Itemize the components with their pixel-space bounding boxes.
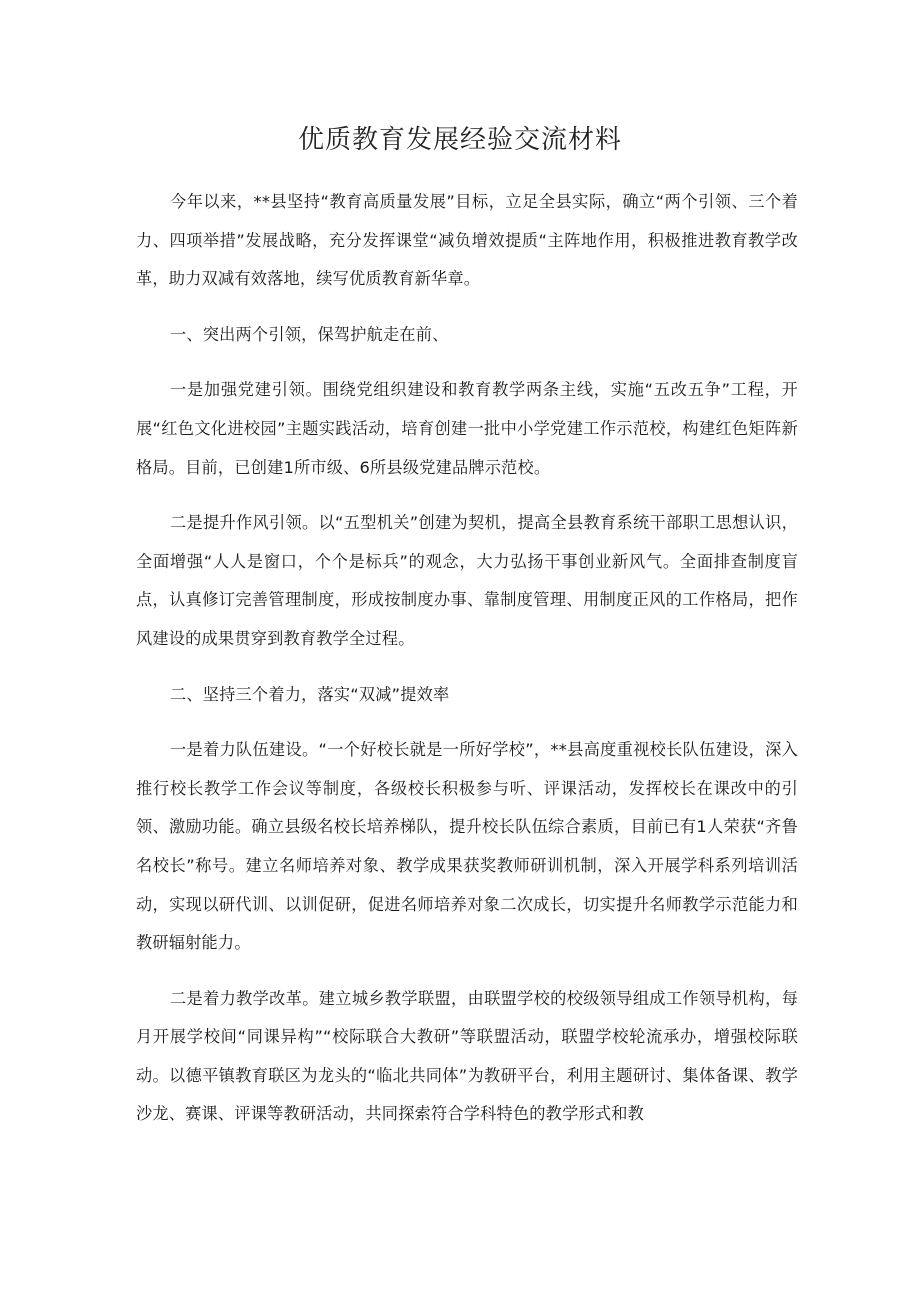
- document-title: 优质教育发展经验交流材料: [297, 125, 622, 155]
- paragraph-teaching-reform: 二是着力教学改革。建立城乡教学联盟，由联盟学校的校级领导组成工作领导机构，每月开展学校间“同课异构”“校际联合大教研”等联盟活动，联盟学校轮流承办，增强校际联动。以德平镇教育联区为龙头的“临北共同体”为教研平台，利用主题研讨、集体备课、教学沙龙、赛课、评课等教研活动，共同探索符合学科特色的教学形式和教: [136, 988, 798, 1124]
- paragraph-team-building: 一是着力队伍建设。“一个好校长就是一所好学校”，**县高度重视校长队伍建设，深入推行校长教学工作会议等制度，各级校长积极参与听、评课活动，发挥校长在课改中的引领、激励功能。确立县级名校长培养梯队，提升校长队伍综合素质，目前已有1人荣获“齐鲁名校长”称号。建立名师培养对象、教学成果获奖教师研训机制，深入开展学科系列培训活动，实现以研代训、以训促研，促进名师培养对象二次成长，切实提升名师教学示范能力和教研辐射能力。: [136, 740, 798, 953]
- section-heading-2: 二、坚持三个着力，落实“双减”提效率: [170, 684, 450, 704]
- paragraph-work-style: 二是提升作风引领。以“五型机关”创建为契机，提高全县教育系统干部职工思想认识，全面增强“人人是窗口，个个是标兵”的观念，大力弘扬干事创业新风气。全面排查制度盲点，认真修订完善管理制度，形成按制度办事、靠制度管理、用制度正风的工作格局，把作风建设的成果贯穿到教育教学全过程。: [136, 513, 798, 648]
- document-body: [136, 183, 798, 1134]
- section-heading-1: 一、突出两个引领，保驾护航走在前、: [170, 324, 449, 344]
- paragraph-party-building: 一是加强党建引领。围绕党组织建设和教育教学两条主线，实施“五改五争”工程，开展“红色文化进校园”主题实践活动，培育创建一批中小学党建工作示范校，构建红色矩阵新格局。目前，已创建1所市级、6所县级党建品牌示范校。: [136, 380, 798, 477]
- paragraph-intro: 今年以来，**县坚持“教育高质量发展”目标，立足全县实际，确立“两个引领、三个着力、四项举措”发展战略，充分发挥课堂“减负增效提质“主阵地作用，积极推进教育教学改革，助力双减有效落地，续写优质教育新华章。: [136, 192, 798, 289]
